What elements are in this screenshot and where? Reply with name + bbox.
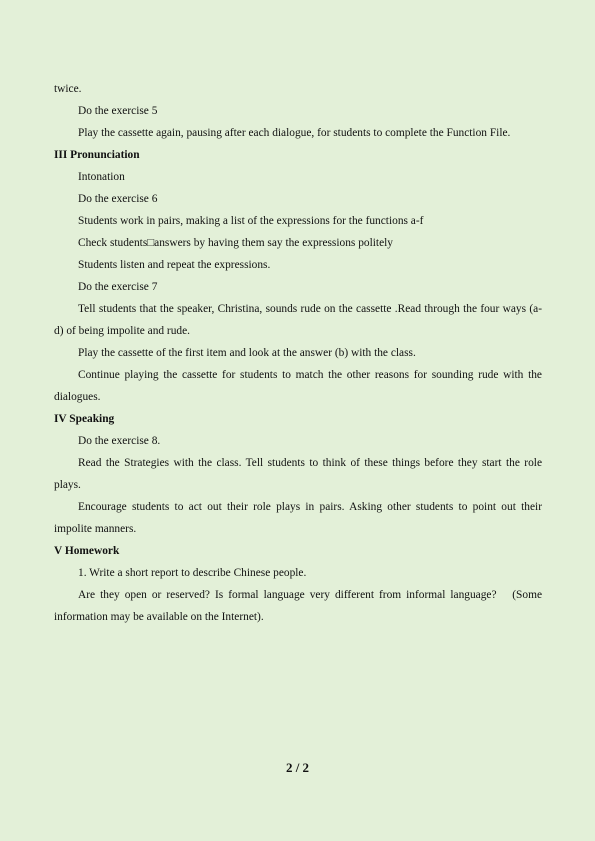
section-heading-speaking: IV Speaking bbox=[54, 413, 115, 425]
text-line: Students listen and repeat the expressions. bbox=[78, 259, 271, 271]
text-line: Students work in pairs, making a list of the expressions for the functions a-f bbox=[78, 215, 424, 227]
text-line: Check students□answers by having them say the expressions politely bbox=[78, 237, 394, 249]
document-body bbox=[54, 78, 542, 628]
text-line: Do the exercise 5 bbox=[78, 105, 158, 117]
paragraph: Tell students that the speaker, Christina, sounds rude on the cassette .Read through the four ways (a-d) of being impolite and rude. bbox=[54, 303, 542, 337]
text-line: Do the exercise 6 bbox=[78, 193, 158, 205]
text-line: Intonation bbox=[78, 171, 125, 183]
section-heading-pronunciation: III Pronunciation bbox=[54, 149, 140, 161]
page-number: 2 / 2 bbox=[285, 760, 310, 775]
section-heading-homework: V Homework bbox=[54, 545, 120, 557]
text-line: Play the cassette again, pausing after each dialogue, for students to complete the Function File. bbox=[78, 127, 511, 139]
paragraph: Read the Strategies with the class. Tell students to think of these things before they start the role plays. bbox=[54, 457, 542, 491]
text-line: Play the cassette of the first item and look at the answer (b) with the class. bbox=[78, 347, 416, 359]
text-line: 1. Write a short report to describe Chinese people. bbox=[78, 567, 307, 579]
text-line: twice. bbox=[54, 83, 82, 95]
text-line: Do the exercise 7 bbox=[78, 281, 158, 293]
paragraph: Are they open or reserved? Is formal language very different from informal language? (Some information may be available on the Internet). bbox=[54, 589, 542, 623]
paragraph: Encourage students to act out their role plays in pairs. Asking other students to point out their impolite manners. bbox=[54, 501, 542, 535]
paragraph: Continue playing the cassette for students to match the other reasons for sounding rude with the dialogues. bbox=[54, 369, 542, 403]
text-line: Do the exercise 8. bbox=[78, 435, 161, 447]
